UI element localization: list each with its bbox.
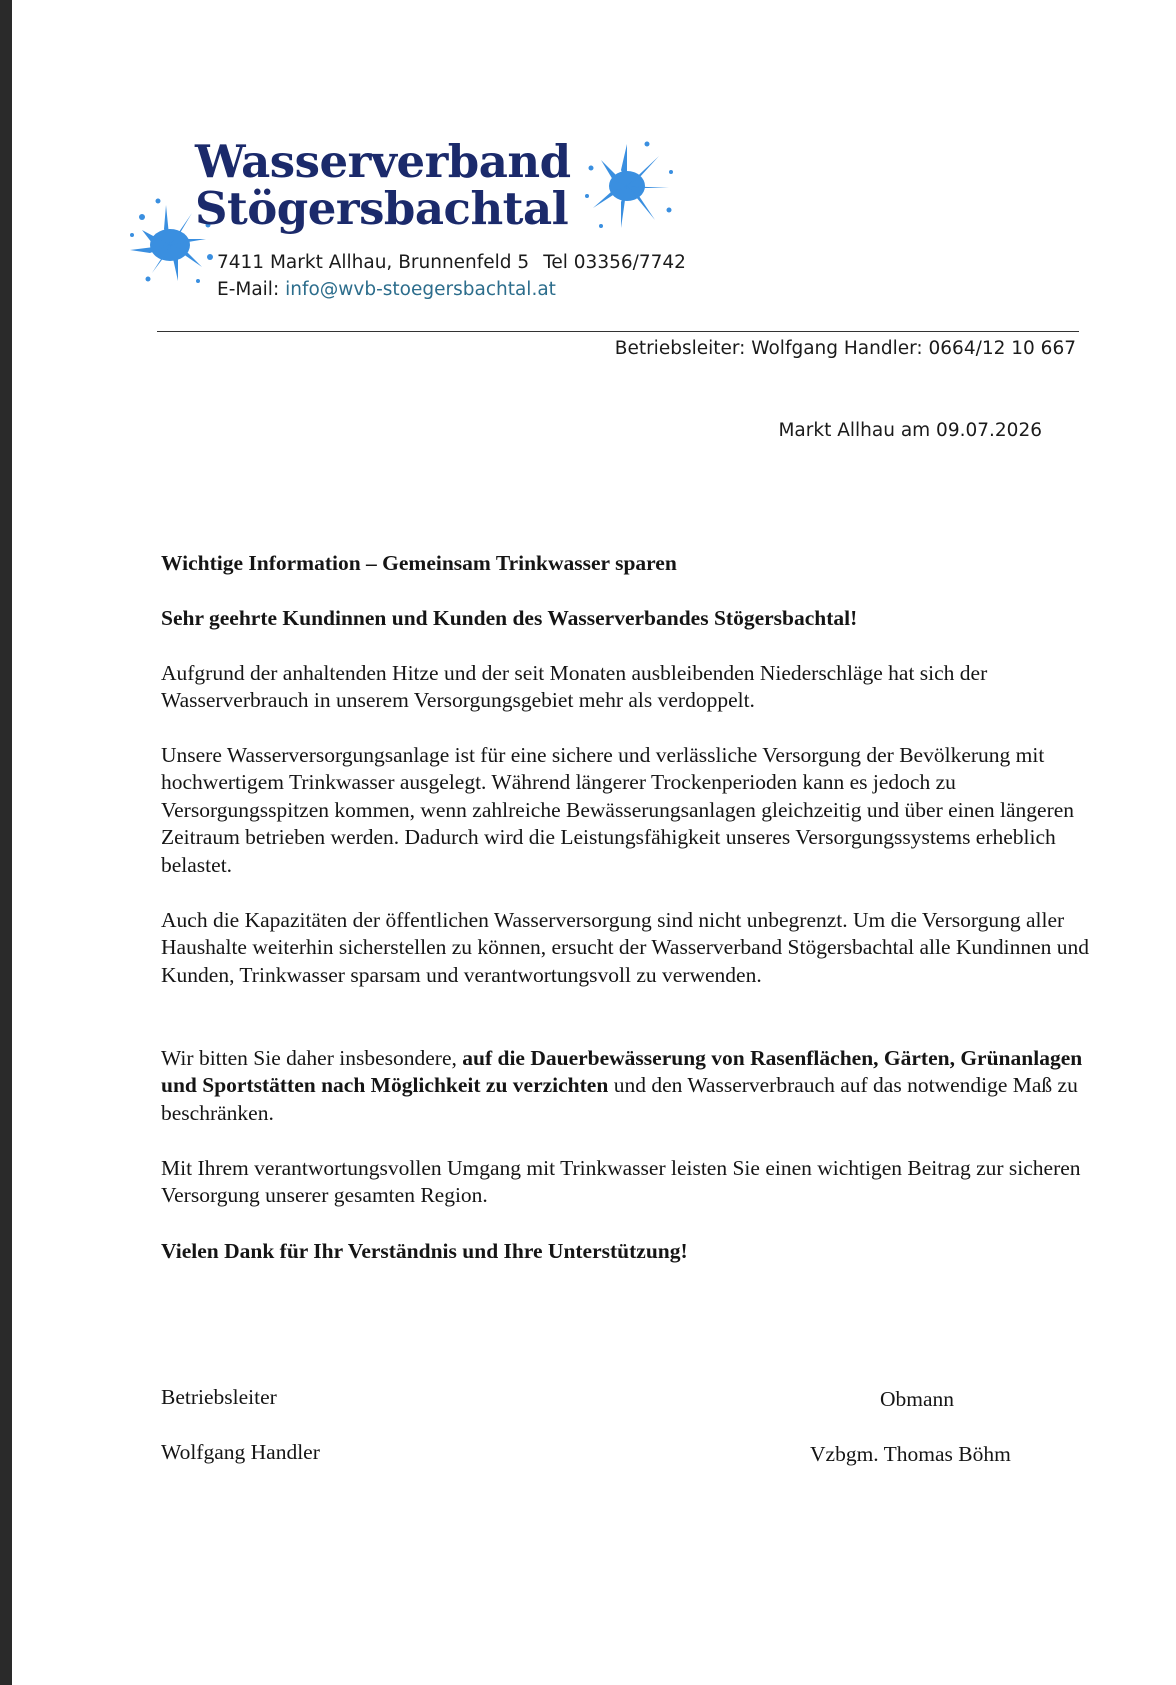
paragraph-4-intro: Wir bitten Sie daher insbesondere, bbox=[161, 1045, 463, 1070]
paragraph-5: Mit Ihrem verantwortungsvollen Umgang mit Trinkwasser leisten Sie einen wichtigen Beitrag zur sicheren Versorgung unserer gesamten Region. bbox=[161, 1155, 1081, 1207]
letter-greeting: Sehr geehrte Kundinnen und Kunden des Wasserverbandes Stögersbachtal! bbox=[161, 605, 858, 630]
letter-page bbox=[12, 0, 1176, 1685]
signature-right-title: Obmann bbox=[880, 1387, 955, 1411]
header-divider bbox=[157, 331, 1079, 332]
paragraph-2: Unsere Wasserversorgungsanlage ist für eine sichere und verlässliche Versorgung der Bevölkerung mit hochwertigem Trinkwasser ausgelegt. Während längerer Trockenperioden kann es jedoch zu Versorgungsspitzen kommen, wenn zahlreiche Bewässerungsanlagen gleichzeitig und über einen längeren Zeitraum betrieben werden. Dadurch wird die Leistungsfähigkeit unseres Versorgungssystems erheblich belastet. bbox=[161, 742, 1075, 877]
email-link[interactable]: info@wvb-stoegersbachtal.at bbox=[285, 279, 556, 300]
manager-contact-line: Betriebsleiter: Wolfgang Handler: 0664/12 10 667 bbox=[614, 338, 1076, 359]
organization-name-line1: Wasserverband bbox=[195, 135, 571, 188]
paragraph-4-end: und den Wasserverbrauch auf das notwendige Maß zu beschränken. bbox=[161, 1073, 1078, 1125]
signature-right-name: Vzbgm. Thomas Böhm bbox=[810, 1442, 1011, 1466]
paragraph-1: Aufgrund der anhaltenden Hitze und der seit Monaten ausbleibenden Niederschläge hat sich der Wasserverbrauch in unserem Versorgungsgebiet mehr als verdoppelt. bbox=[161, 660, 988, 712]
address-text: 7411 Markt Allhau, Brunnenfeld 5 bbox=[217, 252, 530, 273]
letter-closing: Vielen Dank für Ihr Verständnis und Ihre Unterstützung! bbox=[161, 1238, 688, 1263]
letter-subject: Wichtige Information – Gemeinsam Trinkwasser sparen bbox=[161, 550, 677, 575]
contact-address-line bbox=[217, 252, 686, 273]
email-label: E-Mail: bbox=[217, 279, 280, 300]
organization-name-line2: Stögersbachtal bbox=[195, 182, 569, 235]
paragraph-3: Auch die Kapazitäten der öffentlichen Wasserversorgung sind nicht unbegrenzt. Um die Versorgung aller Haushalte weiterhin sicherstellen zu können, ersucht der Wasserverband Stögersbachtal alle Kundinnen und Kunden, Trinkwasser sparsam und verantwortungsvoll zu verwenden. bbox=[161, 907, 1090, 987]
paragraph-4-emphasis: auf die Dauerbewässerung von Rasenflächen, Gärten, Grünanlagen und Sportstätten nach Möglichkeit zu verzichten bbox=[161, 1045, 1083, 1097]
water-splash-icon bbox=[577, 138, 677, 233]
contact-email-line bbox=[217, 279, 556, 300]
date-line: Markt Allhau am 09.07.2026 bbox=[778, 420, 1042, 441]
signature-left-title: Betriebsleiter bbox=[161, 1385, 277, 1409]
paragraph-4 bbox=[161, 1045, 1091, 1128]
signature-left-name: Wolfgang Handler bbox=[161, 1440, 320, 1464]
phone-text: Tel 03356/7742 bbox=[543, 252, 686, 273]
